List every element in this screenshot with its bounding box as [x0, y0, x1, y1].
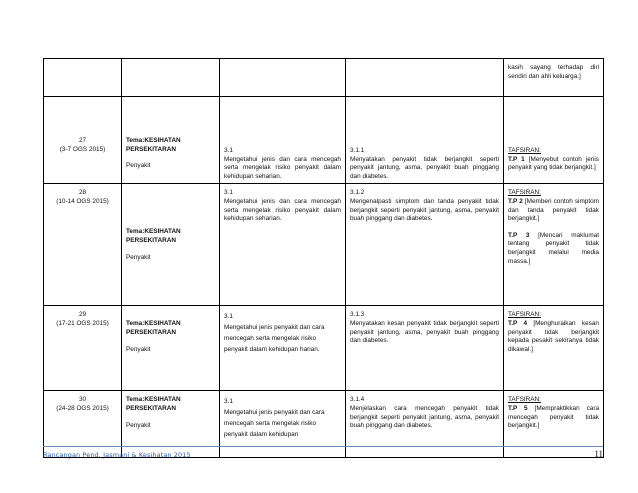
objective-text: Menyatakan kesan penyakit tidak berjangkit seperti penyakit jantung, asma, penyakit buah pinggang dan diabetes. [350, 319, 499, 345]
tp-label: T.P 3 [508, 231, 530, 239]
table-row [44, 97, 604, 184]
tafsiran-cell [504, 59, 604, 97]
objective-cell [346, 391, 504, 458]
standard-cell [220, 391, 346, 458]
table-row [44, 306, 604, 391]
standard-text: Mengetahui jenis dan cara mencegah serta mengelak risiko penyakit dalam kehidupan seharian. [224, 155, 341, 180]
tafsiran-continuation: kasih sayang terhadap diri sendiri dan ahli keluarga.] [508, 64, 599, 80]
week-date: (10-14 OGS 2015) [56, 197, 109, 205]
objective-cell [346, 306, 504, 391]
theme-cell [122, 391, 220, 458]
theme-title: Tema:KESIHATAN [126, 228, 181, 236]
tafsiran-heading: TAFSIRAN: [508, 147, 541, 154]
sub-topic: Penyakit [126, 421, 151, 429]
tp-label: T.P 1 [508, 155, 525, 163]
theme-cell [122, 97, 220, 184]
standard-code: 3.1 [224, 313, 233, 321]
week-cell [44, 59, 122, 97]
objective-text: Menyatakan penyakit tidak berjangkit seperti penyakit jantung, asma, penyakit buah pinggang dan diabetes. [350, 155, 499, 180]
tp-text: [Memberi contoh simptom dan tanda penyakit tidak berjangkit.] [508, 197, 599, 223]
page-number: 11 [594, 449, 603, 459]
theme-cell [122, 184, 220, 306]
theme-cell [122, 306, 220, 391]
objective-cell [346, 97, 504, 184]
standard-cell [220, 184, 346, 306]
tp-text: [Menyebut contoh jenis penyakit yang tidak berjangkit.] [508, 155, 600, 172]
objective-text: Mengenalpasti simptom dan tanda penyakit tidak berjangkit seperti penyakit jantung, asma, penyakit buah pinggang dan diabetes. [350, 197, 499, 223]
theme-title-cont: PERSEKITARAN [126, 236, 176, 244]
table-row [44, 184, 604, 306]
tp-text: [Mempraktikkan cara mencegah penyakit tidak berjangkit.] [508, 404, 600, 430]
week-number: 29 [78, 311, 87, 319]
footer-divider [43, 446, 603, 447]
tp-label: T.P 4 [508, 319, 527, 327]
standard-text: Mengetahui jenis penyakit dan cara mencegah serta mengelak risiko penyakit dalam kehidupan harian. [224, 324, 325, 354]
tafsiran-heading: TAFSIRAN: [508, 396, 541, 404]
objective-cell [346, 59, 504, 97]
objective-code: 3.1.1 [350, 147, 365, 154]
week-number: 30 [78, 396, 87, 404]
week-cell [44, 306, 122, 391]
standard-cell [220, 97, 346, 184]
theme-cell [122, 59, 220, 97]
week-date: (3-7 OGS 2015) [59, 145, 106, 153]
week-date: (17-21 OGS 2015) [56, 319, 109, 327]
objective-code: 3.1.2 [350, 189, 365, 197]
objective-text: Menjelaskan cara mencegah penyakit tidak berjangkit seperti penyakit jantung, asma, penyakit buah pinggang dan diabetes. [350, 404, 499, 430]
theme-title-cont: PERSEKITARAN [126, 404, 176, 412]
week-cell [44, 184, 122, 306]
objective-cell [346, 184, 504, 306]
standard-cell [220, 306, 346, 391]
standard-cell [220, 59, 346, 97]
theme-title-cont: PERSEKITARAN [126, 328, 176, 336]
tp-text: [Mencari maklumat tentang penyakit tidak berjangkit melalui media massa.] [508, 231, 599, 265]
week-cell [44, 97, 122, 184]
tafsiran-heading: TAFSIRAN: [508, 311, 541, 319]
week-date: (24-28 OGS 2015) [56, 404, 109, 412]
tafsiran-cell [504, 391, 604, 458]
standard-code: 3.1 [224, 398, 233, 406]
theme-title-cont: PERSEKITARAN [126, 145, 176, 153]
tafsiran-heading: TAFSIRAN: [508, 189, 541, 197]
sub-topic: Penyakit [126, 162, 151, 170]
objective-code: 3.1.4 [350, 396, 365, 404]
week-number: 28 [78, 189, 87, 197]
standard-code: 3.1 [224, 147, 233, 154]
theme-title: Tema:KESIHATAN [126, 320, 181, 328]
theme-title: Tema:KESIHATAN [126, 137, 181, 144]
table-row [44, 59, 604, 97]
footer-title: Rancangan Pend. Jasmani & Kesihatan 2015 [43, 451, 191, 459]
tafsiran-cell [504, 184, 604, 306]
tafsiran-cell [504, 306, 604, 391]
tp-label: T.P 2 [508, 197, 523, 205]
theme-title: Tema:KESIHATAN [126, 396, 181, 404]
objective-code: 3.1.3 [350, 311, 365, 319]
week-number: 27 [78, 137, 87, 144]
lesson-plan-table [43, 58, 604, 458]
standard-code: 3.1 [224, 189, 233, 197]
week-cell [44, 391, 122, 458]
tp-label: T.P 5 [508, 404, 528, 412]
tafsiran-cell [504, 97, 604, 184]
standard-text: Mengetahui jenis penyakit dan cara mencegah serta mengelak risiko penyakit dalam kehidupan [224, 409, 325, 439]
sub-topic: Penyakit [126, 345, 151, 353]
table-row [44, 391, 604, 458]
tp-text: [Menghuraikan kesan penyakit tidak berjangkit kepada pesakit sekiranya tidak dikawal.] [508, 319, 599, 353]
standard-text: Mengetahui jenis dan cara mencegah serta mengelak risiko penyakit dalam kehidupan seharian. [224, 197, 341, 223]
sub-topic: Penyakit [126, 253, 151, 261]
